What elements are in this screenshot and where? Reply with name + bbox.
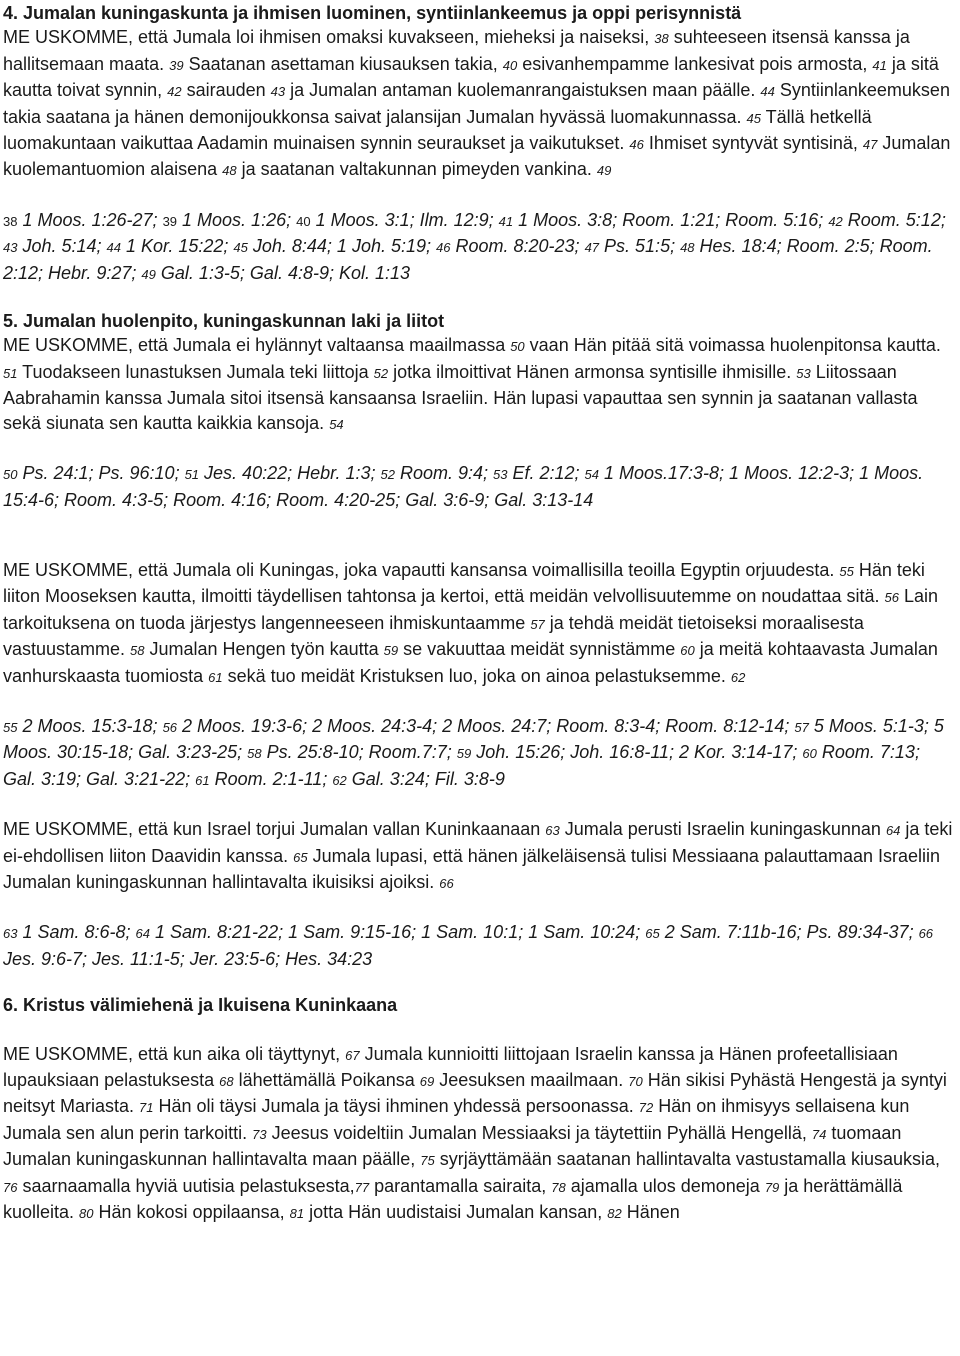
text-segment: parantamalla sairaita, <box>369 1175 552 1196</box>
footnote-number: 45 <box>233 240 248 256</box>
footnote-number: 61 <box>195 772 210 788</box>
footnote-number: 55 <box>839 563 854 579</box>
text-segment: ja sitä kautta toivat synnin, <box>3 53 939 101</box>
footnote-number: 71 <box>139 1100 154 1116</box>
footnote-number: 70 <box>628 1074 643 1089</box>
footnote-number: 66 <box>439 875 454 891</box>
text-segment: sekä tuo meidät Kristuksen luo, joka on ainoa pelastuksemme. <box>222 665 731 686</box>
footnote-number: 63 <box>3 926 18 942</box>
footnote-number: 46 <box>629 137 644 153</box>
text-segment: Hän kokosi oppilaansa, <box>93 1202 290 1223</box>
footnote-number: 40 <box>502 57 518 73</box>
text-segment: ja saatanan valtakunnan pimeyden vankina. <box>236 159 597 180</box>
section-paragraph <box>3 1042 957 1227</box>
section-paragraph <box>3 25 957 183</box>
footnote-number: 78 <box>551 1179 566 1195</box>
text-segment: Jumalan kuolemantuomion alaisena <box>3 133 951 180</box>
footnote-number: 61 <box>208 669 223 685</box>
text-segment: jotka ilmoittivat Hänen armonsa syntisille ihmisille. <box>388 361 797 382</box>
text-segment: ME USKOMME, että Jumala ei hylännyt valtaansa maailmassa <box>3 335 511 356</box>
footnote-number: 39 <box>162 213 178 229</box>
text-segment: 1 Sam. 8:6-8; <box>17 922 136 943</box>
footnote-number: 54 <box>329 416 344 432</box>
footnote-number: 81 <box>289 1206 305 1222</box>
footnote-number: 57 <box>794 719 809 735</box>
text-segment: Ihmiset syntyvät syntisinä, <box>643 133 863 154</box>
footnote-number: 51 <box>3 365 18 381</box>
footnote-number: 64 <box>885 823 901 839</box>
text-segment: Ps. 24:1; Ps. 96:10; <box>17 463 185 484</box>
section-5-kingdom <box>3 817 957 971</box>
footnote-number: 62 <box>730 669 746 685</box>
footnote-number: 38 <box>3 213 18 229</box>
text-segment: 2 Sam. 7:11b-16; Ps. 89:34-37; <box>659 922 919 943</box>
text-segment: Jumala perusti Israelin kuningaskunnan <box>559 819 886 840</box>
text-segment: 1 Kor. 15:22; <box>121 236 234 257</box>
footnote-number: 50 <box>510 339 525 355</box>
footnote-number: 41 <box>498 213 514 229</box>
text-segment: Room. 5:12; <box>842 209 946 230</box>
text-segment: saarnaamalla hyviä uutisia pelastuksesta, <box>17 1175 355 1196</box>
footnote-number: 58 <box>247 746 262 762</box>
text-segment: 1 Moos. 3:1; Ilm. 12:9; <box>310 209 499 230</box>
text-segment: ajamalla ulos demoneja <box>565 1175 765 1196</box>
text-segment: esivanhempamme lankesivat pois armosta, <box>517 53 873 74</box>
footnote-number: 50 <box>3 467 18 483</box>
text-segment: 1 Moos. 3:8; Room. 1:21; Room. 5:16; <box>513 209 829 230</box>
footnote-number: 56 <box>162 719 178 735</box>
text-segment: Room. 2:1-11; <box>209 768 333 789</box>
text-segment: ja herättämällä kuolleita. <box>3 1175 903 1223</box>
section-5-egypt <box>3 558 957 793</box>
text-segment: Room. 8:20-23; <box>450 236 585 257</box>
text-segment: Liitossaan Aabrahamin kanssa Jumala sitoi itsensä kansaansa Israeliin. Hän lupasi vapauttaa sen synnin ja saatanan vallasta sekä siunata sen kautta kaikkia kansoja. <box>3 361 918 433</box>
footnote-number: 41 <box>872 57 887 73</box>
text-segment: ja tehdä meidät tietoiseksi moraalisesta vastuustamme. <box>3 612 864 660</box>
footnote-number: 54 <box>584 467 599 483</box>
text-segment: Syntiinlankeemuksen takia saatana ja hänen demonijoukkonsa saivat jalansijan Jumalan hyvässä luomakunnassa. <box>3 80 950 127</box>
footnote-number: 51 <box>184 467 200 483</box>
text-segment: 2 Moos. 15:3-18; <box>17 715 163 736</box>
footnote-number: 69 <box>419 1074 435 1089</box>
text-segment: ja teki ei-ehdollisen liiton Daavidin kanssa. <box>3 819 953 866</box>
text-segment: ME USKOMME, että kun aika oli täyttynyt, <box>3 1043 346 1064</box>
text-segment: 1 Moos. 1:26; <box>177 209 297 230</box>
footnote-number: 75 <box>420 1153 435 1169</box>
text-segment: tuomaan Jumalan kuningaskunnan hallintavalta maan päälle, <box>3 1122 902 1170</box>
footnote-number: 60 <box>802 746 817 762</box>
text-segment: 5 Moos. 5:1-3; 5 Moos. 30:15-18; Gal. 3:23-25; <box>3 715 944 763</box>
text-segment: Jumalan Hengen työn kautta <box>144 639 384 660</box>
scripture-references <box>3 920 957 971</box>
footnote-number: 65 <box>645 926 660 942</box>
section-4 <box>3 1 957 287</box>
text-segment: Room. 9:4; <box>394 463 493 484</box>
document-page <box>3 1 957 1226</box>
footnote-number: 53 <box>796 365 811 381</box>
section-heading: 5. Jumalan huolenpito, kuningaskunnan laki ja liitot <box>3 311 445 332</box>
footnote-number: 42 <box>167 84 182 100</box>
text-segment: 1 Moos. 1:26-27; <box>17 209 163 230</box>
scripture-references <box>3 714 957 793</box>
section-5 <box>3 309 957 512</box>
text-segment: Hän sikisi Pyhästä Hengestä ja syntyi neitsyt Mariasta. <box>3 1070 947 1117</box>
text-segment: Ps. 25:8-10; Room.7:7; <box>261 742 457 763</box>
text-segment: lähettämällä Poikansa <box>233 1070 420 1090</box>
footnote-number: 49 <box>141 266 156 282</box>
text-segment: Jumala kunnioitti liittojaan Israelin kanssa ja Hänen profeetallisiaan lupauksiaan pelastuksesta <box>3 1043 898 1090</box>
footnote-number: 65 <box>293 849 308 865</box>
text-segment: sairauden <box>181 80 271 101</box>
text-segment: Jeesus voideltiin Jumalan Messiaaksi ja täytettiin Pyhällä Hengellä, <box>266 1122 812 1143</box>
footnote-number: 40 <box>296 213 311 229</box>
scripture-references <box>3 208 957 287</box>
footnote-number: 59 <box>383 643 399 659</box>
footnote-number: 59 <box>456 746 472 762</box>
footnote-number: 64 <box>135 926 150 942</box>
text-segment: Gal. 1:3-5; Gal. 4:8-9; Kol. 1:13 <box>155 262 411 283</box>
text-segment: ME USKOMME, että kun Israel torjui Jumalan vallan Kuninkaanaan <box>3 819 546 840</box>
footnote-number: 55 <box>3 719 18 735</box>
footnote-number: 66 <box>918 926 934 942</box>
text-segment: Room. 7:13; Gal. 3:19; Gal. 3:21-22; <box>3 742 920 789</box>
text-segment: Jes. 9:6-7; Jes. 11:1-5; Jer. 23:5-6; Hes. 34:23 <box>3 948 373 969</box>
footnote-number: 79 <box>764 1179 780 1195</box>
text-segment: 2 Moos. 19:3-6; 2 Moos. 24:3-4; 2 Moos. 24:7; Room. 8:3-4; Room. 8:12-14; <box>177 715 795 736</box>
text-segment: vaan Hän pitää sitä voimassa huolenpitonsa kautta. <box>524 335 941 356</box>
text-segment: 1 Sam. 8:21-22; 1 Sam. 9:15-16; 1 Sam. 10:1; 1 Sam. 10:24; <box>150 922 646 943</box>
text-segment: Hän teki liiton Mooseksen kautta, ilmoitti täydellisen tahtonsa ja kertoi, että meidän velvollisuutemme on noudattaa sitä. <box>3 559 925 607</box>
footnote-number: 43 <box>270 84 286 100</box>
text-segment: syrjäyttämään saatanan hallintavalta vastustamalla kiusauksia, <box>434 1149 941 1170</box>
footnote-number: 45 <box>746 110 761 126</box>
footnote-number: 73 <box>252 1126 267 1142</box>
section-paragraph <box>3 333 957 437</box>
footnote-number: 47 <box>584 240 600 256</box>
section-paragraph <box>3 558 957 690</box>
footnote-number: 46 <box>436 240 451 256</box>
text-segment: Hän oli täysi Jumala ja täysi ihminen yhdessä persoonassa. <box>153 1096 639 1117</box>
text-segment: jotta Hän uudistaisi Jumalan kansan, <box>304 1202 608 1223</box>
footnote-number: 39 <box>169 57 184 73</box>
text-segment: Tällä hetkellä luomakuntaan vaikuttaa Aadamin muinaisen synnin seuraukset ja vaikutukset. <box>3 106 872 154</box>
footnote-number: 57 <box>530 616 545 632</box>
footnote-number: 42 <box>828 213 843 229</box>
footnote-number: 43 <box>3 240 18 256</box>
text-segment: Joh. 5:14; <box>17 236 107 257</box>
text-segment: ja meitä kohtaavasta Jumalan vanhurskaasta tuomiosta <box>3 639 938 686</box>
footnote-number: 76 <box>3 1179 18 1195</box>
footnote-number: 53 <box>493 467 508 483</box>
text-segment: Jes. 40:22; Hebr. 1:3; <box>199 463 381 484</box>
footnote-number: 44 <box>760 84 775 100</box>
text-segment: 1 Moos.17:3-8; 1 Moos. 12:2-3; 1 Moos. 15:4-6; Room. 4:3-5; Room. 4:16; Room. 4:20-25; Gal. 3:6-9; Gal. 3:13-14 <box>3 463 924 510</box>
footnote-number: 49 <box>596 163 612 179</box>
text-segment: Hes. 18:4; Room. 2:5; Room. 2:12; Hebr. 9:27; <box>3 236 933 283</box>
footnote-number: 77 <box>354 1179 370 1195</box>
footnote-number: 74 <box>811 1126 827 1142</box>
footnote-number: 62 <box>332 772 347 788</box>
footnote-number: 47 <box>862 137 878 153</box>
text-segment: Joh. 8:44; 1 Joh. 5:19; <box>247 236 437 257</box>
footnote-number: 58 <box>130 643 145 659</box>
footnote-number: 52 <box>373 365 389 381</box>
section-heading: 6. Kristus välimiehenä ja Ikuisena Kuninkaana <box>3 995 398 1016</box>
footnote-number: 60 <box>680 643 695 659</box>
footnote-number: 48 <box>680 240 695 256</box>
footnote-number: 68 <box>219 1074 234 1089</box>
footnote-number: 44 <box>106 240 121 256</box>
text-segment: ME USKOMME, että Jumala loi ihmisen omaksi kuvakseen, mieheksi ja naiseksi, <box>3 27 655 48</box>
text-segment: Lain tarkoituksena on tuoda järjestys langenneeseen ihmiskuntaamme <box>3 586 938 633</box>
text-segment: Jeesuksen maailmaan. <box>434 1070 629 1090</box>
text-segment: ME USKOMME, että Jumala oli Kuningas, joka vapautti kansansa voimallisilla teoilla Egyptin orjuudesta. <box>3 559 840 580</box>
footnote-number: 80 <box>79 1206 94 1222</box>
footnote-number: 48 <box>222 163 237 179</box>
text-segment: Gal. 3:24; Fil. 3:8-9 <box>346 768 505 789</box>
text-segment: Hänen <box>621 1202 680 1223</box>
footnote-number: 56 <box>884 590 899 606</box>
footnote-number: 38 <box>654 31 669 47</box>
footnote-number: 72 <box>638 1100 654 1116</box>
footnote-number: 82 <box>607 1206 622 1222</box>
text-segment: se vakuuttaa meidät synnistämme <box>398 639 681 660</box>
text-segment: Ef. 2:12; <box>507 463 585 484</box>
scripture-references <box>3 461 957 512</box>
text-segment: Jumala lupasi, että hänen jälkeläisensä tulisi Messiaana palauttamaan Israeliin Jumalan kuningaskunnan hallintavalta ikuisiksi ajoiksi. <box>3 845 941 892</box>
text-segment: Ps. 51:5; <box>599 236 681 257</box>
footnote-number: 52 <box>380 467 395 483</box>
text-segment: Tuodakseen lunastuksen Jumala teki liittoja <box>17 361 374 382</box>
text-segment: Saatanan asettaman kiusauksen takia, <box>183 53 503 74</box>
footnote-number: 67 <box>345 1047 360 1063</box>
text-segment: suhteeseen itsensä kanssa ja hallitsemaan maata. <box>3 27 910 74</box>
text-segment: Joh. 15:26; Joh. 16:8-11; 2 Kor. 3:14-17; <box>471 742 803 763</box>
section-6 <box>3 993 957 1226</box>
footnote-number: 63 <box>545 823 560 839</box>
section-paragraph <box>3 817 957 896</box>
text-segment: Hän on ihmisyys sellaisena kun Jumala sen alun perin tarkoitti. <box>3 1096 910 1143</box>
text-segment: ja Jumalan antaman kuolemanrangaistuksen maan päälle. <box>285 80 761 101</box>
section-heading: 4. Jumalan kuningaskunta ja ihmisen luominen, syntiinlankeemus ja oppi perisynnistä <box>3 3 742 23</box>
